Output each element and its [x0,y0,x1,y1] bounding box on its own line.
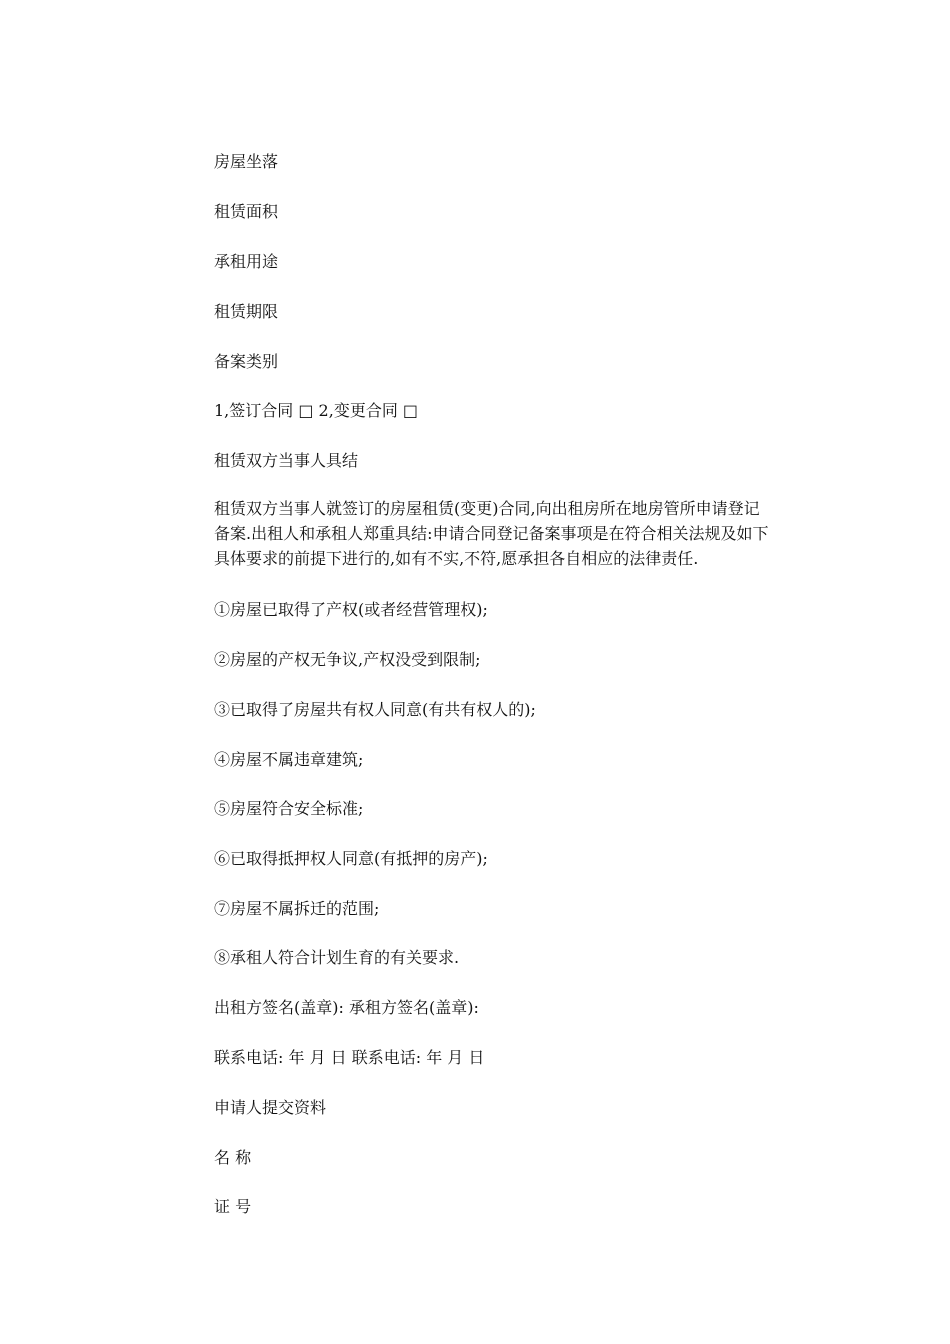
filing-type-options: 1,签订合同 □ 2,变更合同 □ [214,401,419,420]
requirement-item: ②房屋的产权无争议,产权没受到限制; [214,650,481,669]
requirement-item: ⑥已取得抵押权人同意(有抵押的房产); [214,849,488,868]
field-lease-term: 租赁期限 [214,302,279,321]
requirement-item: ③已取得了房屋共有权人同意(有共有权人的); [214,700,536,719]
requirement-item: ⑦房屋不属拆迁的范围; [214,899,380,918]
field-house-location: 房屋坐落 [214,152,279,171]
name-label: 名 称 [214,1148,252,1167]
requirement-item: ①房屋已取得了产权(或者经营管理权); [214,600,488,619]
declaration-paragraph [214,496,774,571]
field-lease-use: 承租用途 [214,252,279,271]
section-declaration-title: 租赁双方当事人具结 [214,451,359,470]
requirement-item: ⑤房屋符合安全标准; [214,799,364,818]
number-label: 证 号 [214,1197,252,1216]
signature-line: 出租方签名(盖章): 承租方签名(盖章): [214,998,479,1017]
declaration-paragraph-text: 租赁双方当事人就签订的房屋租赁(变更)合同,向出租房所在地房管所申请登记备案.出租人和承租人郑重具结:申请合同登记备案事项是在符合相关法规及如下具体要求的前提下进行的,如有不实,不符,愿承担各自相应的法律责任. [214,499,769,568]
field-lease-area: 租赁面积 [214,202,279,221]
requirement-item: ⑧承租人符合计划生育的有关要求. [214,948,460,967]
materials-title: 申请人提交资料 [214,1098,327,1117]
contact-line: 联系电话: 年 月 日 联系电话: 年 月 日 [214,1048,485,1067]
requirement-item: ④房屋不属违章建筑; [214,750,364,769]
field-filing-type: 备案类别 [214,352,279,371]
